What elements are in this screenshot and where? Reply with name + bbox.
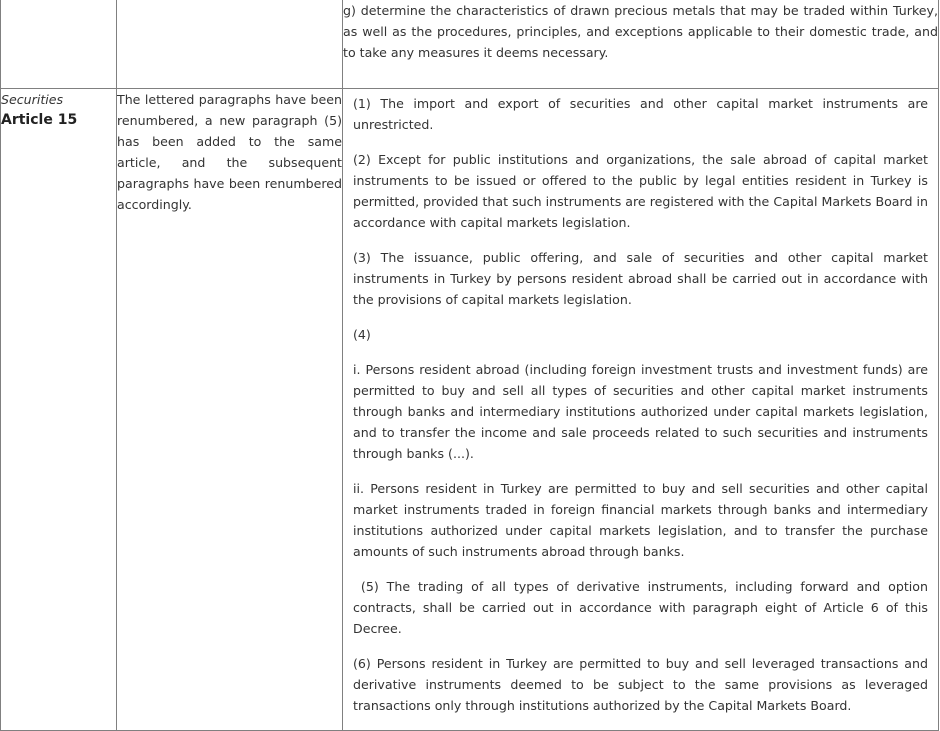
paragraph-5: (5) The trading of all types of derivative instruments, including forward and option contracts, shall be carried out in accordance with paragraph eight of Article 6 of this Decree. (353, 579, 933, 636)
amendment-note: The lettered paragraphs have been renumbered, a new paragraph (5) has been added to the same article, and the subsequent paragraphs have been renumbered accordingly. (117, 92, 342, 212)
paragraph-4-i: i. Persons resident abroad (including foreign investment trusts and investment funds) are permitted to buy and sell all types of securities and other capital market instruments through banks and intermediary institutions authorized under capital markets legislation, and to transfer the income and sale proceeds related to such securities and instruments through banks (...). (353, 362, 928, 461)
paragraph-4: (4) (353, 327, 371, 342)
article-cell (1, 89, 117, 731)
paragraph-3: (3) The issuance, public offering, and sale of securities and other capital market instruments in Turkey by persons resident abroad shall be carried out in accordance with the provisions of capital markets legislation. (353, 250, 928, 307)
article-topic: Securities (1, 92, 64, 107)
article-number: Article 15 (1, 112, 78, 128)
paragraph-g: g) determine the characteristics of drawn precious metals that may be traded within Turkey, as well as the procedures, principles, and exceptions applicable to their domestic trade, and to take any measures it deems necessary. (343, 3, 938, 60)
paragraph-2: (2) Except for public institutions and organizations, the sale abroad of capital market instruments to be issued or offered to the public by legal entities resident in Turkey is permitted, provided that such instruments are registered with the Capital Markets Board in accordance with capital markets legislation. (353, 152, 928, 230)
paragraph-1: (1) The import and export of securities and other capital market instruments are unrestricted. (353, 96, 928, 132)
paragraph-4-ii: ii. Persons resident in Turkey are permitted to buy and sell securities and other capital market instruments traded in foreign financial markets through banks and intermediary institutions authorized under capital markets legislation, and to transfer the purchase amounts of such instruments abroad through banks. (353, 481, 928, 559)
note-cell (117, 0, 343, 89)
content-cell (343, 0, 939, 89)
note-cell (117, 89, 343, 731)
paragraph-6: (6) Persons resident in Turkey are permitted to buy and sell leveraged transactions and derivative instruments deemed to be subject to the same provisions as leveraged transactions only through institutions authorized by the Capital Markets Board. (353, 656, 928, 713)
article-cell (1, 0, 117, 89)
table-row (1, 0, 939, 89)
content-cell (343, 89, 939, 731)
table-row (1, 89, 939, 731)
